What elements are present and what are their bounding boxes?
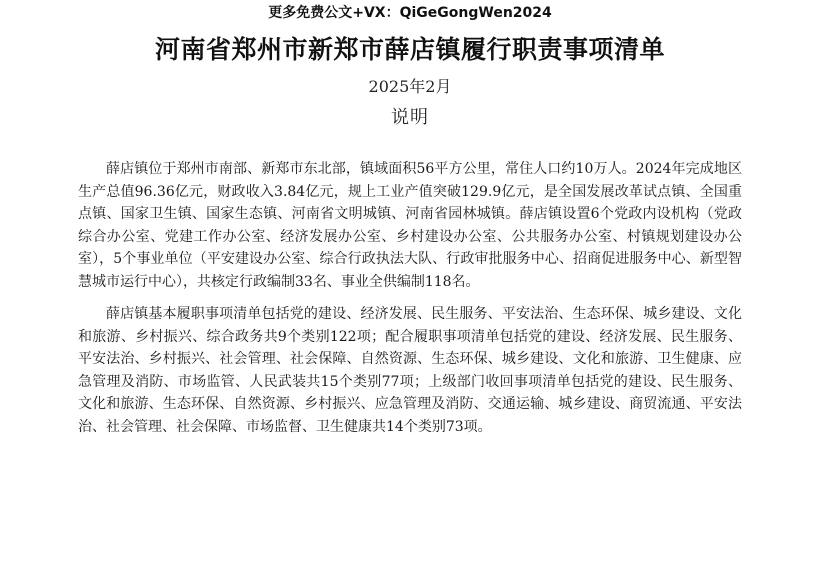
paragraph-duties: 薛店镇基本履职事项清单包括党的建设、经济发展、民生服务、平安法治、生态环保、城乡建设、文化和旅游、乡村振兴、综合政务共9个类别122项；配合履职事项清单包括党的建设、经济发展、民生服务、平安法治、乡村振兴、社会管理、社会保障、自然资源、生态环保、城乡建设、文化和旅游、卫生健康、应急管理及消防、市场监管、人民武装共15个类别77项；上级部门收回事项清单包括党的建设、民生服务、文化和旅游、生态环保、自然资源、乡村振兴、应急管理及消防、交通运输、城乡建设、商贸流通、平安法治、社会管理、社会保障、市场监督、卫生健康共14个类别73项。 [78, 306, 742, 435]
watermark-text: 更多免费公文+VX：QiGeGongWen2024 [268, 5, 552, 21]
paragraph-overview: 薛店镇位于郑州市南部、新郑市东北部，镇域面积56平方公里，常住人口约10万人。2024年完成地区生产总值96.36亿元，财政收入3.84亿元，规上工业产值突破129.9亿元，是全国发展改革试点镇、全国重点镇、国家卫生镇、国家生态镇、河南省文明城镇、河南省园林城镇。薛店镇设置6个党政内设机构（党政综合办公室、党建工作办公室、经济发展办公室、乡村建设办公室、公共服务办公室、村镇规划建设办公室），5个事业单位（平安建设办公室、综合行政执法大队、行政审批服务中心、招商促进服务中心、新型智慧城市运行中心），共核定行政编制33名、事业全供编制118名。 [78, 161, 742, 290]
document-body [78, 158, 742, 448]
section-heading: 说明 [391, 107, 429, 128]
document-date: 2025年2月 [368, 77, 452, 96]
page-title: 河南省郑州市新郑市薛店镇履行职责事项清单 [154, 35, 665, 64]
